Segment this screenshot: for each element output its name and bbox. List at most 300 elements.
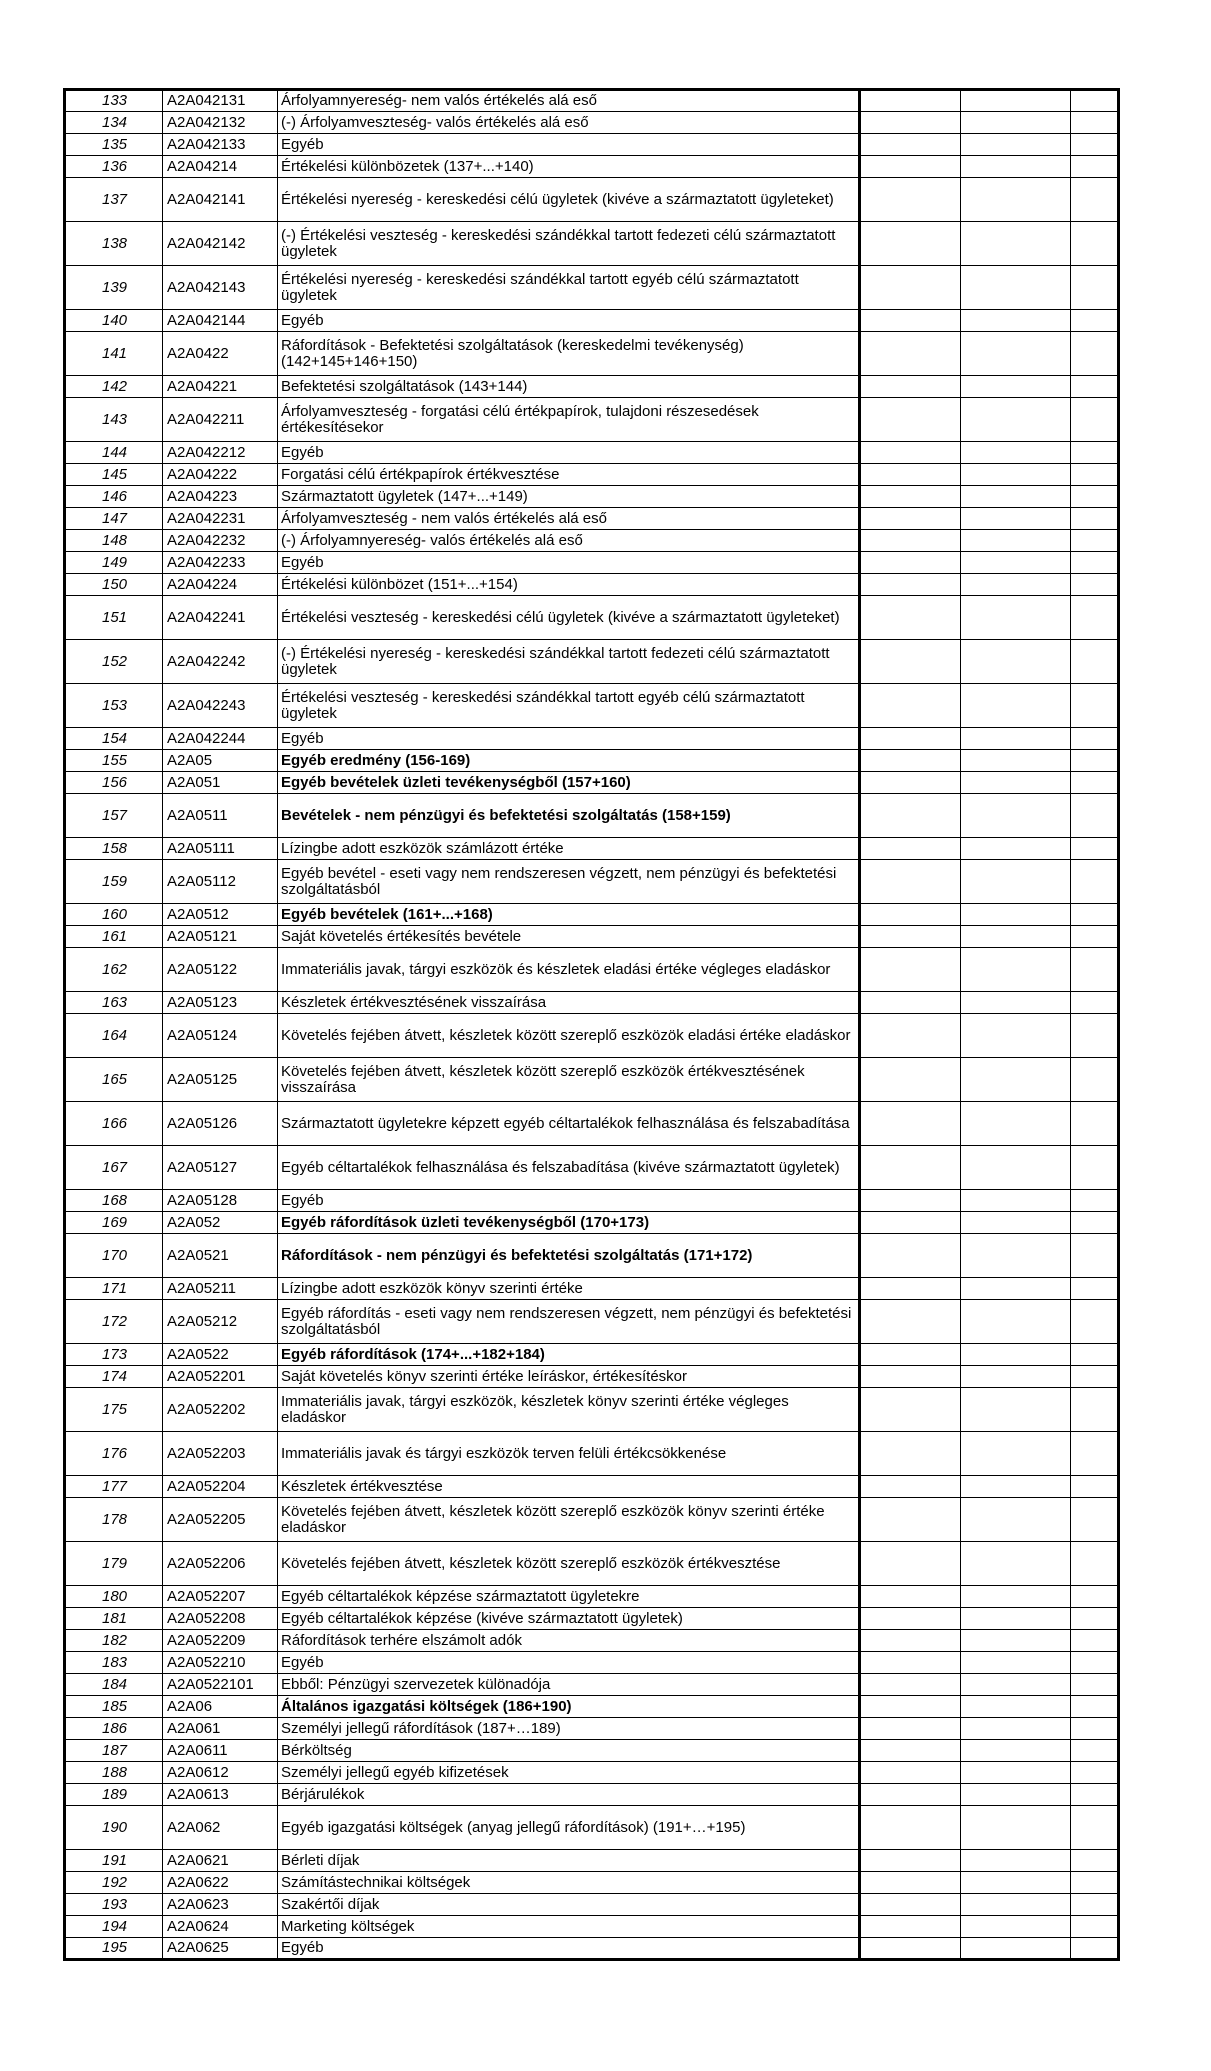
table-row (65, 1762, 1119, 1784)
row-code-cell: A2A052210 (163, 1652, 278, 1674)
value-cell (860, 156, 961, 178)
table-row (65, 222, 1119, 266)
value-cell (860, 1850, 961, 1872)
row-description-cell: Egyéb eredmény (156-169) (278, 750, 860, 772)
row-number-cell: 140 (65, 310, 163, 332)
row-code-cell: A2A052205 (163, 1498, 278, 1542)
row-description-cell: Egyéb ráfordítások üzleti tevékenységből (170+173) (278, 1212, 860, 1234)
value-cell (961, 1234, 1071, 1278)
row-code-cell: A2A052201 (163, 1366, 278, 1388)
row-description-cell: Bérleti díjak (278, 1850, 860, 1872)
row-code-cell: A2A042244 (163, 728, 278, 750)
table-row (65, 530, 1119, 552)
row-number-cell: 143 (65, 398, 163, 442)
row-description-cell: Általános igazgatási költségek (186+190) (278, 1696, 860, 1718)
value-cell (961, 486, 1071, 508)
row-code-cell: A2A05125 (163, 1058, 278, 1102)
row-code-cell: A2A052 (163, 1212, 278, 1234)
row-number-cell: 177 (65, 1476, 163, 1498)
row-number-cell: 174 (65, 1366, 163, 1388)
value-cell (961, 926, 1071, 948)
row-description-cell: Egyéb (278, 1652, 860, 1674)
value-cell (961, 574, 1071, 596)
row-number-cell: 192 (65, 1872, 163, 1894)
row-code-cell: A2A051 (163, 772, 278, 794)
value-cell (860, 552, 961, 574)
value-cell (860, 1938, 961, 1960)
table-row (65, 1014, 1119, 1058)
row-code-cell: A2A05128 (163, 1190, 278, 1212)
value-cell (1071, 1762, 1119, 1784)
table-row (65, 1498, 1119, 1542)
value-cell (961, 1696, 1071, 1718)
table-row (65, 1894, 1119, 1916)
row-description-cell: Egyéb ráfordítás - eseti vagy nem rendszeresen végzett, nem pénzügyi és befektetési szolgáltatásból (278, 1300, 860, 1344)
value-cell (1071, 376, 1119, 398)
value-cell (961, 1608, 1071, 1630)
value-cell (860, 926, 961, 948)
row-description-cell: Egyéb (278, 1938, 860, 1960)
value-cell (961, 1762, 1071, 1784)
row-code-cell: A2A0613 (163, 1784, 278, 1806)
value-cell (1071, 530, 1119, 552)
table-row (65, 1696, 1119, 1718)
row-description-cell: Értékelési nyereség - kereskedési célú ügyletek (kivéve a származtatott ügyleteket) (278, 178, 860, 222)
value-cell (961, 332, 1071, 376)
row-description-cell: Egyéb (278, 442, 860, 464)
value-cell (860, 1608, 961, 1630)
row-description-cell: Bevételek - nem pénzügyi és befektetési szolgáltatás (158+159) (278, 794, 860, 838)
row-number-cell: 156 (65, 772, 163, 794)
value-cell (961, 376, 1071, 398)
row-number-cell: 180 (65, 1586, 163, 1608)
row-code-cell: A2A05122 (163, 948, 278, 992)
row-code-cell: A2A052203 (163, 1432, 278, 1476)
value-cell (1071, 1718, 1119, 1740)
table-row (65, 398, 1119, 442)
value-cell (961, 750, 1071, 772)
value-cell (1071, 1586, 1119, 1608)
value-cell (860, 222, 961, 266)
table-row (65, 90, 1119, 112)
row-code-cell: A2A042142 (163, 222, 278, 266)
row-description-cell: Személyi jellegű egyéb kifizetések (278, 1762, 860, 1784)
row-number-cell: 178 (65, 1498, 163, 1542)
value-cell (860, 1718, 961, 1740)
row-description-cell: Ráfordítások - Befektetési szolgáltatások (kereskedelmi tevékenység) (142+145+146+150) (278, 332, 860, 376)
value-cell (961, 90, 1071, 112)
value-cell (961, 948, 1071, 992)
table-row (65, 992, 1119, 1014)
row-description-cell: Immateriális javak, tárgyi eszközök, készletek könyv szerinti értéke végleges eladáskor (278, 1388, 860, 1432)
row-description-cell: Ebből: Pénzügyi szervezetek különadója (278, 1674, 860, 1696)
value-cell (961, 772, 1071, 794)
value-cell (1071, 310, 1119, 332)
row-number-cell: 179 (65, 1542, 163, 1586)
row-number-cell: 170 (65, 1234, 163, 1278)
table-row (65, 860, 1119, 904)
row-code-cell: A2A0621 (163, 1850, 278, 1872)
row-number-cell: 172 (65, 1300, 163, 1344)
value-cell (860, 1388, 961, 1432)
row-description-cell: Egyéb céltartalékok felhasználása és felszabadítása (kivéve származtatott ügyletek) (278, 1146, 860, 1190)
row-description-cell: Egyéb bevételek üzleti tevékenységből (157+160) (278, 772, 860, 794)
row-code-cell: A2A042233 (163, 552, 278, 574)
row-code-cell: A2A042211 (163, 398, 278, 442)
value-cell (860, 376, 961, 398)
value-cell (961, 1850, 1071, 1872)
row-description-cell: Árfolyamveszteség - nem valós értékelés alá eső (278, 508, 860, 530)
value-cell (860, 1212, 961, 1234)
row-description-cell: Értékelési nyereség - kereskedési szándékkal tartott egyéb célú származtatott ügyletek (278, 266, 860, 310)
row-description-cell: Származtatott ügyletekre képzett egyéb céltartalékok felhasználása és felszabadítása (278, 1102, 860, 1146)
row-number-cell: 186 (65, 1718, 163, 1740)
table-row (65, 596, 1119, 640)
table-row (65, 1366, 1119, 1388)
row-number-cell: 185 (65, 1696, 163, 1718)
value-cell (860, 134, 961, 156)
row-code-cell: A2A062 (163, 1806, 278, 1850)
table-row (65, 1388, 1119, 1432)
row-description-cell: Egyéb igazgatási költségek (anyag jellegű ráfordítások) (191+…+195) (278, 1806, 860, 1850)
row-code-cell: A2A052204 (163, 1476, 278, 1498)
table-row (65, 1058, 1119, 1102)
row-code-cell: A2A0623 (163, 1894, 278, 1916)
row-number-cell: 154 (65, 728, 163, 750)
value-cell (961, 552, 1071, 574)
row-code-cell: A2A04221 (163, 376, 278, 398)
value-cell (860, 1696, 961, 1718)
row-description-cell: Egyéb (278, 728, 860, 750)
row-description-cell: Lízingbe adott eszközök könyv szerinti értéke (278, 1278, 860, 1300)
row-number-cell: 175 (65, 1388, 163, 1432)
row-code-cell: A2A05212 (163, 1300, 278, 1344)
value-cell (961, 1718, 1071, 1740)
value-cell (860, 728, 961, 750)
row-description-cell: Értékelési veszteség - kereskedési szándékkal tartott egyéb célú származtatott ügyletek (278, 684, 860, 728)
row-code-cell: A2A052208 (163, 1608, 278, 1630)
value-cell (1071, 1300, 1119, 1344)
value-cell (961, 640, 1071, 684)
value-cell (860, 1102, 961, 1146)
value-cell (1071, 1784, 1119, 1806)
table-row (65, 1872, 1119, 1894)
value-cell (860, 112, 961, 134)
row-number-cell: 155 (65, 750, 163, 772)
row-code-cell: A2A04224 (163, 574, 278, 596)
row-code-cell: A2A042131 (163, 90, 278, 112)
value-cell (1071, 1476, 1119, 1498)
value-cell (860, 596, 961, 640)
table-row (65, 1652, 1119, 1674)
value-cell (1071, 1432, 1119, 1476)
value-cell (860, 750, 961, 772)
row-number-cell: 135 (65, 134, 163, 156)
value-cell (961, 1300, 1071, 1344)
value-cell (860, 1586, 961, 1608)
value-cell (1071, 1212, 1119, 1234)
row-description-cell: Marketing költségek (278, 1916, 860, 1938)
row-number-cell: 176 (65, 1432, 163, 1476)
row-description-cell: Értékelési veszteség - kereskedési célú ügyletek (kivéve a származtatott ügyleteket) (278, 596, 860, 640)
row-number-cell: 151 (65, 596, 163, 640)
value-cell (961, 1014, 1071, 1058)
row-description-cell: Egyéb bevétel - eseti vagy nem rendszeresen végzett, nem pénzügyi és befektetési szolgáltatásból (278, 860, 860, 904)
value-cell (961, 464, 1071, 486)
row-code-cell: A2A042144 (163, 310, 278, 332)
table-row (65, 1432, 1119, 1476)
row-number-cell: 187 (65, 1740, 163, 1762)
row-number-cell: 184 (65, 1674, 163, 1696)
value-cell (1071, 1850, 1119, 1872)
value-cell (961, 1146, 1071, 1190)
row-number-cell: 139 (65, 266, 163, 310)
row-number-cell: 171 (65, 1278, 163, 1300)
table-row (65, 310, 1119, 332)
table-row (65, 1234, 1119, 1278)
value-cell (961, 1278, 1071, 1300)
row-code-cell: A2A04223 (163, 486, 278, 508)
table-row (65, 442, 1119, 464)
row-description-cell: Egyéb bevételek (161+...+168) (278, 904, 860, 926)
row-code-cell: A2A0512 (163, 904, 278, 926)
value-cell (1071, 1894, 1119, 1916)
row-number-cell: 188 (65, 1762, 163, 1784)
row-number-cell: 164 (65, 1014, 163, 1058)
value-cell (860, 1432, 961, 1476)
value-cell (1071, 508, 1119, 530)
value-cell (860, 1674, 961, 1696)
value-cell (860, 1234, 961, 1278)
table-row (65, 332, 1119, 376)
value-cell (1071, 1872, 1119, 1894)
row-description-cell: Származtatott ügyletek (147+...+149) (278, 486, 860, 508)
value-cell (860, 860, 961, 904)
row-number-cell: 161 (65, 926, 163, 948)
value-cell (860, 1014, 961, 1058)
row-code-cell: A2A0611 (163, 1740, 278, 1762)
row-code-cell: A2A0522101 (163, 1674, 278, 1696)
value-cell (860, 1916, 961, 1938)
row-description-cell: Árfolyamnyereség- nem valós értékelés alá eső (278, 90, 860, 112)
row-number-cell: 162 (65, 948, 163, 992)
value-cell (860, 838, 961, 860)
value-cell (1071, 552, 1119, 574)
value-cell (860, 464, 961, 486)
row-number-cell: 195 (65, 1938, 163, 1960)
value-cell (860, 1762, 961, 1784)
row-description-cell: Ráfordítások - nem pénzügyi és befektetési szolgáltatás (171+172) (278, 1234, 860, 1278)
row-number-cell: 144 (65, 442, 163, 464)
value-cell (961, 596, 1071, 640)
value-cell (961, 1784, 1071, 1806)
row-number-cell: 168 (65, 1190, 163, 1212)
row-description-cell: Árfolyamveszteség - forgatási célú értékpapírok, tulajdoni részesedések értékesítésekor (278, 398, 860, 442)
value-cell (961, 728, 1071, 750)
value-cell (860, 772, 961, 794)
value-cell (1071, 1234, 1119, 1278)
value-cell (1071, 860, 1119, 904)
value-cell (1071, 222, 1119, 266)
value-cell (961, 860, 1071, 904)
value-cell (860, 1498, 961, 1542)
value-cell (961, 1102, 1071, 1146)
row-number-cell: 145 (65, 464, 163, 486)
row-code-cell: A2A05126 (163, 1102, 278, 1146)
row-description-cell: (-) Értékelési nyereség - kereskedési szándékkal tartott fedezeti célú származtatott ügyletek (278, 640, 860, 684)
value-cell (961, 838, 1071, 860)
row-description-cell: Egyéb céltartalékok képzése származtatott ügyletekre (278, 1586, 860, 1608)
row-description-cell: (-) Árfolyamveszteség- valós értékelés alá eső (278, 112, 860, 134)
value-cell (1071, 794, 1119, 838)
table-row (65, 1102, 1119, 1146)
row-code-cell: A2A061 (163, 1718, 278, 1740)
value-cell (860, 1476, 961, 1498)
value-cell (860, 178, 961, 222)
value-cell (961, 1894, 1071, 1916)
value-cell (961, 112, 1071, 134)
value-cell (961, 134, 1071, 156)
row-description-cell: Egyéb (278, 134, 860, 156)
table-row (65, 794, 1119, 838)
value-cell (1071, 728, 1119, 750)
value-cell (1071, 992, 1119, 1014)
value-cell (1071, 1916, 1119, 1938)
row-code-cell: A2A042242 (163, 640, 278, 684)
value-cell (1071, 772, 1119, 794)
value-cell (860, 442, 961, 464)
value-cell (860, 904, 961, 926)
row-number-cell: 165 (65, 1058, 163, 1102)
value-cell (961, 1058, 1071, 1102)
row-description-cell: Forgatási célú értékpapírok értékvesztése (278, 464, 860, 486)
table-row (65, 1278, 1119, 1300)
value-cell (860, 1542, 961, 1586)
value-cell (1071, 1498, 1119, 1542)
row-description-cell: Bérköltség (278, 1740, 860, 1762)
value-cell (961, 1938, 1071, 1960)
value-cell (1071, 926, 1119, 948)
row-number-cell: 141 (65, 332, 163, 376)
row-description-cell: Egyéb céltartalékok képzése (kivéve származtatott ügyletek) (278, 1608, 860, 1630)
value-cell (860, 1872, 961, 1894)
row-code-cell: A2A0511 (163, 794, 278, 838)
row-number-cell: 137 (65, 178, 163, 222)
value-cell (961, 794, 1071, 838)
value-cell (860, 1190, 961, 1212)
value-cell (1071, 1344, 1119, 1366)
row-number-cell: 133 (65, 90, 163, 112)
row-code-cell: A2A042243 (163, 684, 278, 728)
value-cell (1071, 1146, 1119, 1190)
value-cell (860, 310, 961, 332)
table-row (65, 838, 1119, 860)
row-number-cell: 193 (65, 1894, 163, 1916)
row-code-cell: A2A0521 (163, 1234, 278, 1278)
value-cell (961, 222, 1071, 266)
value-cell (961, 266, 1071, 310)
value-cell (961, 1388, 1071, 1432)
row-number-cell: 153 (65, 684, 163, 728)
value-cell (961, 1542, 1071, 1586)
value-cell (1071, 1014, 1119, 1058)
row-code-cell: A2A05112 (163, 860, 278, 904)
table-body (65, 90, 1119, 1960)
value-cell (1071, 1938, 1119, 1960)
value-cell (961, 1586, 1071, 1608)
table-row (65, 1850, 1119, 1872)
table-row (65, 1146, 1119, 1190)
value-cell (1071, 1102, 1119, 1146)
table-row (65, 1938, 1119, 1960)
value-cell (961, 530, 1071, 552)
value-cell (860, 948, 961, 992)
row-description-cell: Személyi jellegű ráfordítások (187+…189) (278, 1718, 860, 1740)
value-cell (961, 1212, 1071, 1234)
table-row (65, 1718, 1119, 1740)
row-code-cell: A2A05211 (163, 1278, 278, 1300)
row-code-cell: A2A052209 (163, 1630, 278, 1652)
table-row (65, 1784, 1119, 1806)
value-cell (1071, 1806, 1119, 1850)
row-description-cell: Értékelési különbözet (151+...+154) (278, 574, 860, 596)
value-cell (961, 1652, 1071, 1674)
row-number-cell: 183 (65, 1652, 163, 1674)
value-cell (961, 398, 1071, 442)
row-description-cell: Saját követelés könyv szerinti értéke leíráskor, értékesítéskor (278, 1366, 860, 1388)
row-code-cell: A2A05121 (163, 926, 278, 948)
row-description-cell: Ráfordítások terhére elszámolt adók (278, 1630, 860, 1652)
row-number-cell: 157 (65, 794, 163, 838)
row-description-cell: Saját követelés értékesítés bevétele (278, 926, 860, 948)
row-code-cell: A2A0625 (163, 1938, 278, 1960)
value-cell (1071, 1190, 1119, 1212)
value-cell (860, 1784, 961, 1806)
value-cell (860, 684, 961, 728)
row-number-cell: 138 (65, 222, 163, 266)
value-cell (860, 1740, 961, 1762)
row-code-cell: A2A0422 (163, 332, 278, 376)
value-cell (1071, 1652, 1119, 1674)
row-description-cell: Követelés fejében átvett, készletek között szereplő eszközök könyv szerinti értéke eladáskor (278, 1498, 860, 1542)
value-cell (1071, 1542, 1119, 1586)
value-cell (961, 442, 1071, 464)
row-number-cell: 190 (65, 1806, 163, 1850)
value-cell (1071, 178, 1119, 222)
value-cell (961, 1674, 1071, 1696)
row-number-cell: 189 (65, 1784, 163, 1806)
value-cell (961, 1366, 1071, 1388)
value-cell (1071, 398, 1119, 442)
table-row (65, 684, 1119, 728)
value-cell (860, 332, 961, 376)
row-code-cell: A2A05127 (163, 1146, 278, 1190)
value-cell (1071, 1608, 1119, 1630)
row-number-cell: 166 (65, 1102, 163, 1146)
row-number-cell: 134 (65, 112, 163, 134)
row-code-cell: A2A05 (163, 750, 278, 772)
row-number-cell: 182 (65, 1630, 163, 1652)
table-row (65, 376, 1119, 398)
value-cell (860, 640, 961, 684)
value-cell (1071, 1630, 1119, 1652)
row-code-cell: A2A06 (163, 1696, 278, 1718)
value-cell (961, 1630, 1071, 1652)
row-code-cell: A2A04222 (163, 464, 278, 486)
row-number-cell: 169 (65, 1212, 163, 1234)
row-code-cell: A2A05123 (163, 992, 278, 1014)
value-cell (860, 1146, 961, 1190)
